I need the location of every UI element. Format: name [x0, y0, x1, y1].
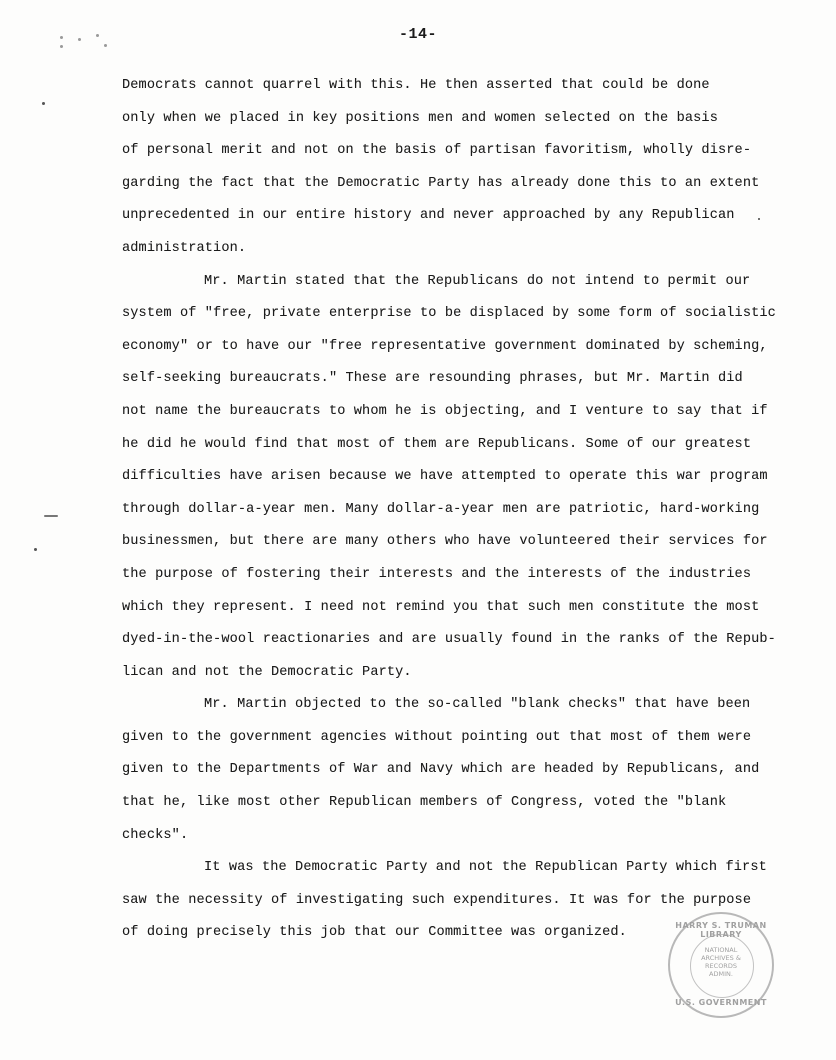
text-line: saw the necessity of investigating such expenditures. It was for the purpose — [122, 892, 752, 908]
text-line: through dollar-a-year men. Many dollar-a-year men are patriotic, hard-working — [122, 501, 760, 517]
text-line: given to the Departments of War and Navy which are headed by Republicans, and — [122, 762, 760, 778]
text-line: unprecedented in our entire history and never approached by any Republican — [122, 208, 735, 224]
text-line: checks". — [122, 827, 189, 843]
body-text — [122, 70, 776, 950]
seal-line: NATIONAL — [704, 946, 738, 954]
text-line: garding the fact that the Democratic Party has already done this to an extent — [122, 175, 760, 191]
text-line: economy" or to have our "free representative government dominated by scheming, — [122, 338, 768, 354]
seal-top-text: HARRY S. TRUMAN LIBRARY — [675, 921, 767, 939]
text-line: dyed-in-the-wool reactionaries and are usually found in the ranks of the Repub- — [122, 632, 776, 648]
text-line: businessmen, but there are many others who have volunteered their services for — [122, 534, 768, 550]
seal-line: ARCHIVES & — [701, 954, 741, 962]
text-line: self-seeking bureaucrats." These are resounding phrases, but Mr. Martin did — [122, 371, 743, 387]
text-line: of doing precisely this job that our Committee was organized. — [122, 925, 627, 941]
seal-line: RECORDS — [705, 962, 737, 970]
seal-center-text — [670, 946, 772, 978]
scan-speck — [44, 515, 58, 517]
text-line: given to the government agencies without pointing out that most of them were — [122, 729, 752, 745]
seal-line: ADMIN. — [709, 970, 733, 978]
text-line: only when we placed in key positions men and women selected on the basis — [122, 110, 718, 126]
text-line: difficulties have arisen because we have attempted to operate this war program — [122, 469, 768, 485]
text-line: system of "free, private enterprise to be displaced by some form of socialistic — [122, 306, 776, 322]
text-line: Mr. Martin objected to the so-called "blank checks" that have been — [204, 697, 751, 713]
text-line: of personal merit and not on the basis of partisan favoritism, wholly disre- — [122, 143, 752, 159]
text-line: he did he would find that most of them are Republicans. Some of our greatest — [122, 436, 752, 452]
archive-seal-stamp — [668, 912, 774, 1018]
scan-speck — [104, 44, 107, 47]
page-number: -14- — [398, 26, 437, 43]
text-line: which they represent. I need not remind you that such men constitute the most — [122, 599, 760, 615]
seal-bottom-text: U.S. GOVERNMENT — [675, 998, 767, 1007]
text-line: that he, like most other Republican members of Congress, voted the "blank — [122, 795, 727, 811]
text-line: not name the bureaucrats to whom he is objecting, and I venture to say that if — [122, 403, 768, 419]
text-line: administration. — [122, 240, 247, 256]
text-line: the purpose of fostering their interests and the interests of the industries — [122, 566, 752, 582]
text-line: Mr. Martin stated that the Republicans do not intend to permit our — [204, 273, 751, 289]
scan-speck — [42, 102, 45, 105]
text-line: lican and not the Democratic Party. — [122, 664, 412, 680]
text-line: Democrats cannot quarrel with this. He then asserted that could be done — [122, 78, 710, 93]
scan-speck — [34, 548, 37, 551]
text-line: It was the Democratic Party and not the Republican Party which first — [204, 860, 767, 876]
scan-speck — [60, 45, 63, 48]
